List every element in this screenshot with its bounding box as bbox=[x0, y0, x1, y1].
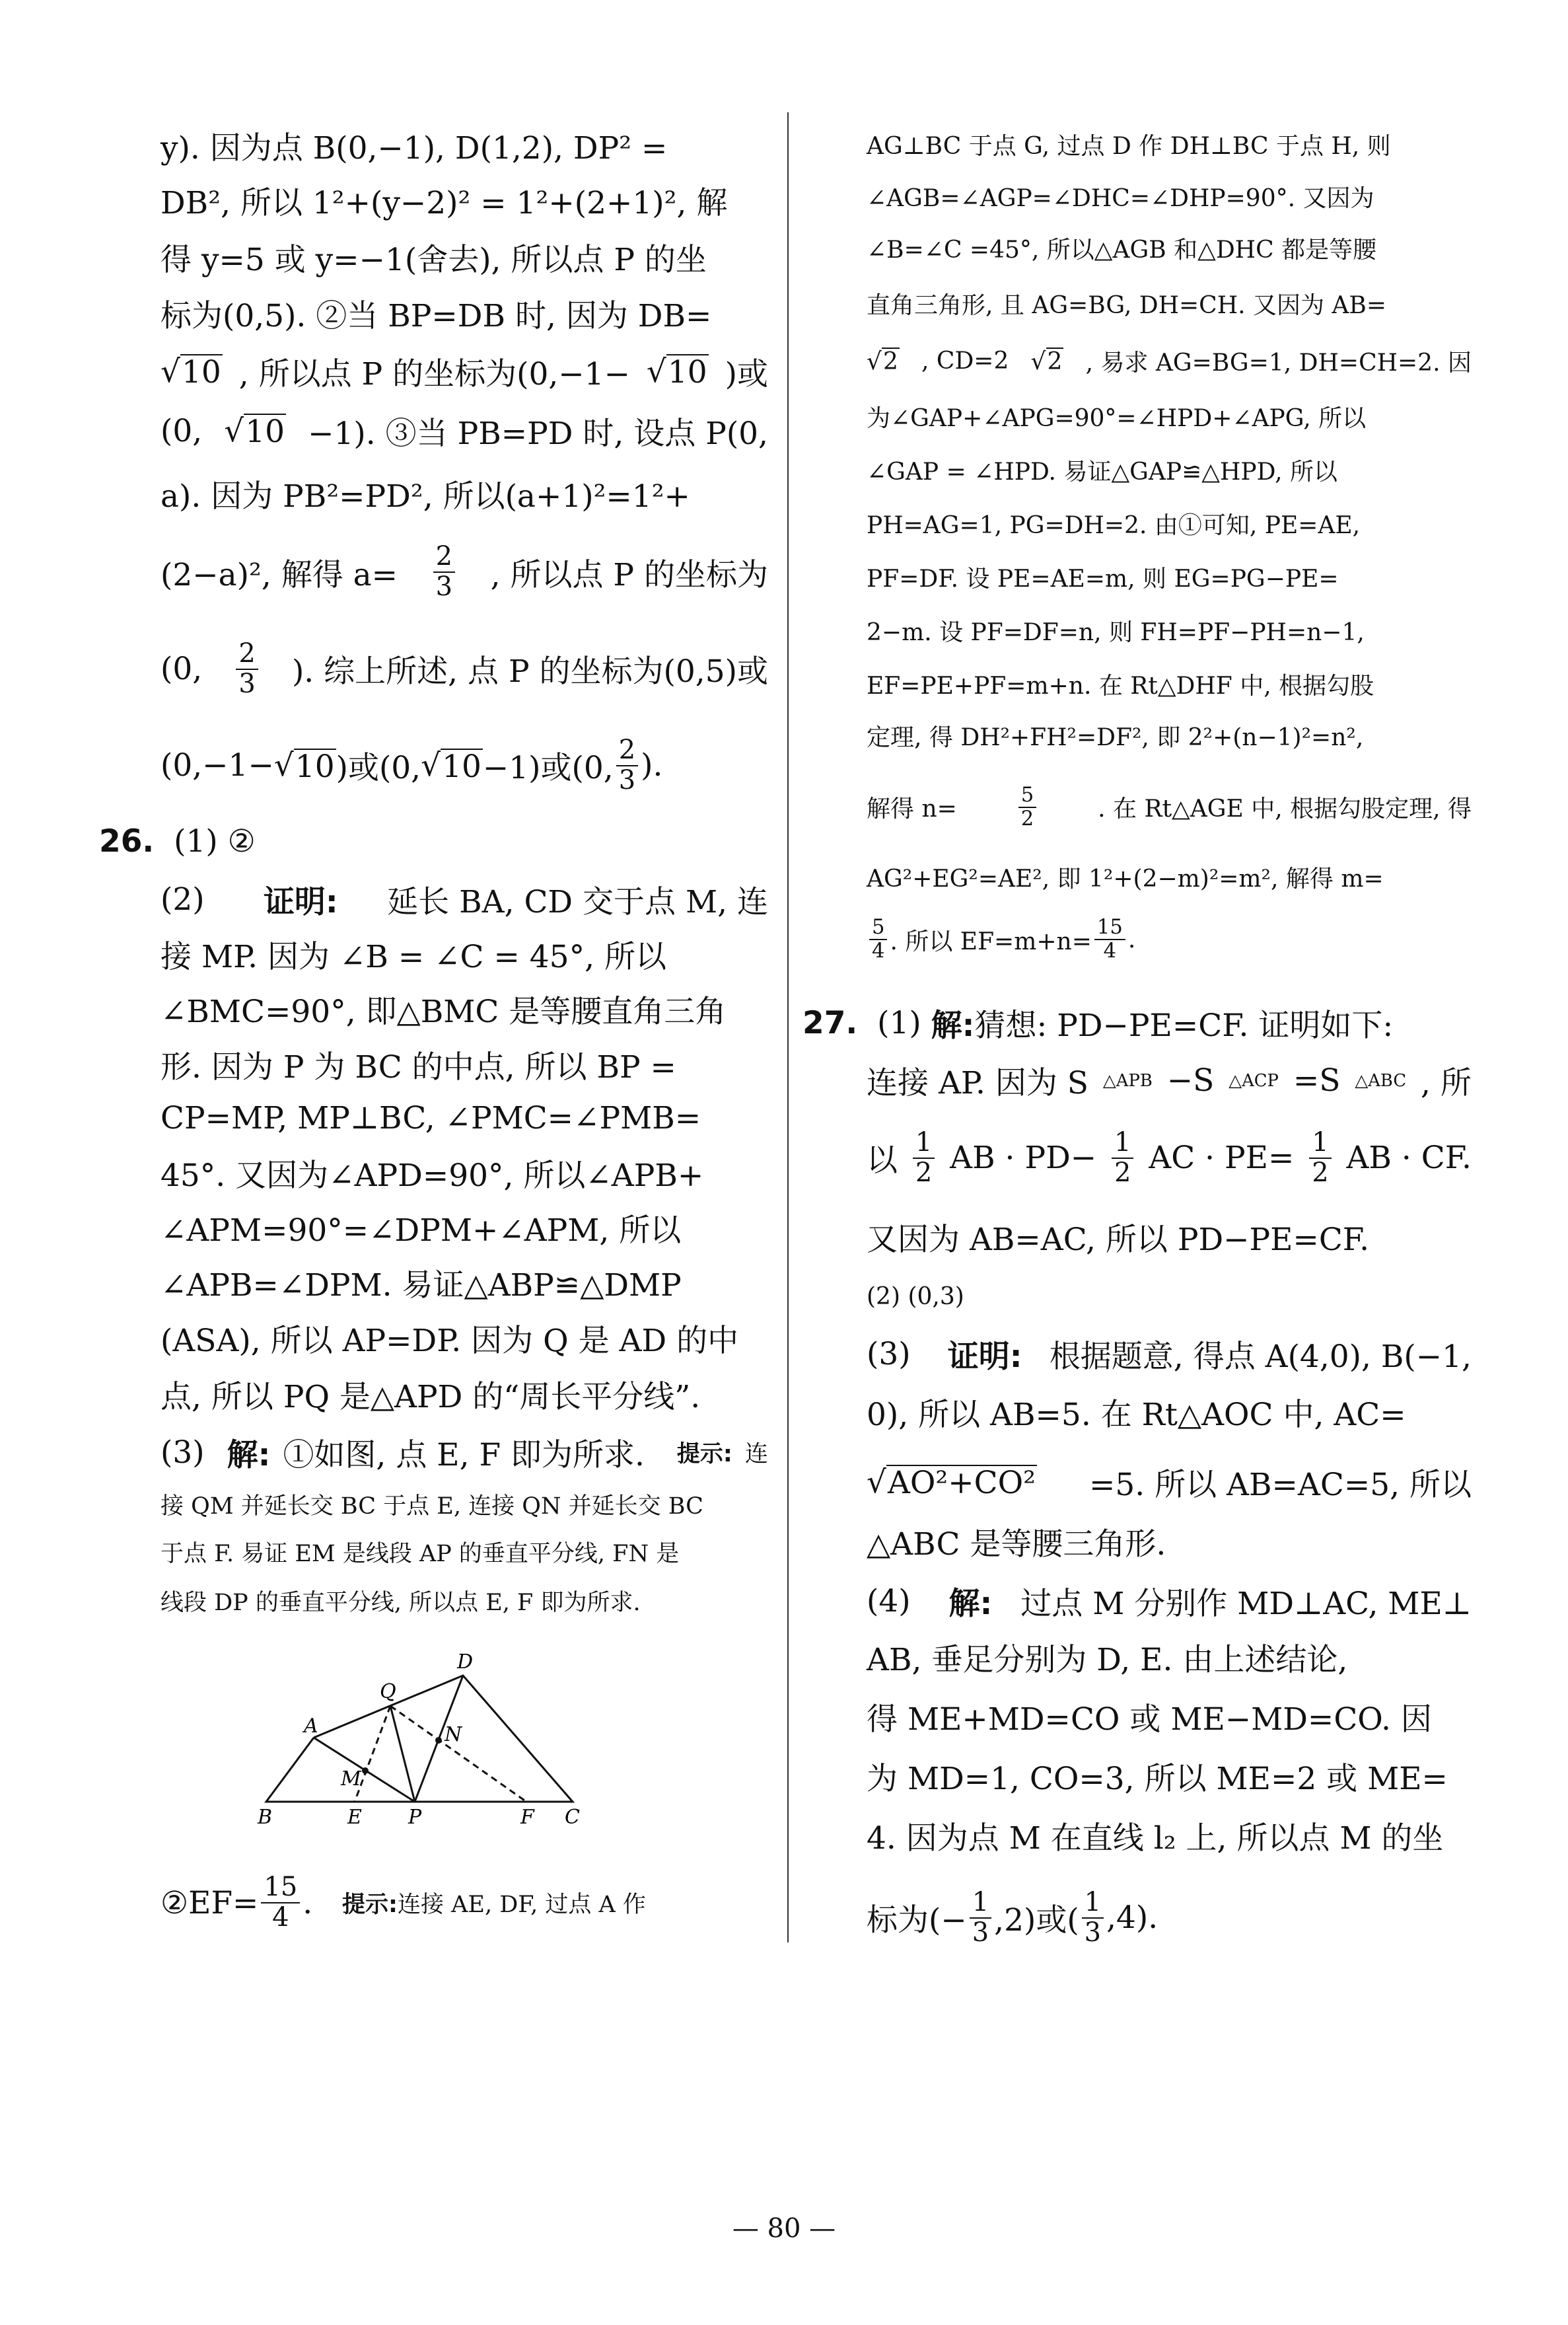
square-root bbox=[274, 747, 336, 784]
denominator: 4 bbox=[272, 1902, 289, 1933]
numerator: 15 bbox=[261, 1873, 300, 1903]
numerator: 5 bbox=[869, 916, 887, 940]
text-run: 2−m. 设 PF=DF=n, 则 FH=PF−PH=n−1, bbox=[867, 618, 1365, 646]
page-number: — 80 — bbox=[732, 2213, 836, 2244]
text-run: PH=AG=1, PG=DH=2. 由①可知, PE=AE, bbox=[867, 511, 1361, 539]
numerator: 2 bbox=[616, 736, 638, 766]
text-run: , 易求 AG=BG=1, DH=CH=2. 因 bbox=[1085, 350, 1472, 377]
text-run: . bbox=[1127, 926, 1136, 953]
text-run: 点, 所以 PQ 是△APD 的“周长平分线”. bbox=[160, 1379, 701, 1415]
text-run: 直角三角形, 且 AG=BG, DH=CH. 又因为 AB= bbox=[867, 291, 1387, 319]
text-run: ). bbox=[641, 747, 663, 784]
right-text-line bbox=[867, 279, 1472, 327]
left-text-line bbox=[160, 287, 768, 340]
denominator: 2 bbox=[1312, 1157, 1329, 1188]
text-run: )或 bbox=[725, 356, 768, 392]
denominator: 4 bbox=[1103, 940, 1117, 963]
bold-label: 26. bbox=[99, 823, 155, 860]
right-text-line bbox=[867, 1054, 1472, 1107]
right-text-line bbox=[867, 854, 1472, 901]
right-text-line bbox=[867, 172, 1472, 220]
text-run: (ASA), 所以 AP=DP. 因为 Q 是 AD 的中 bbox=[160, 1322, 739, 1359]
fraction bbox=[1082, 1888, 1104, 1948]
text-run: −1)或(0, bbox=[482, 750, 614, 787]
left-text-line bbox=[160, 1202, 768, 1255]
radicand: 10 bbox=[667, 354, 707, 391]
text-run: (0,−1− bbox=[160, 747, 274, 784]
subscript: △APB bbox=[1102, 1070, 1153, 1091]
right-text-line bbox=[867, 1126, 1472, 1188]
label-Q: Q bbox=[380, 1680, 396, 1703]
right-text-line bbox=[867, 1886, 1472, 1948]
text-run: AG²+EG²=AE², 即 1²+(2−m)²=m², 解得 m= bbox=[867, 866, 1384, 893]
text-run: 标为(0,5). ②当 BP=DB 时, 因为 DB= bbox=[160, 298, 712, 335]
text-run: 接 MP. 因为 ∠B = ∠C = 45°, 所以 bbox=[160, 939, 666, 975]
right-text-line bbox=[867, 1386, 1472, 1439]
right-text-line bbox=[867, 916, 1472, 963]
label-F: F bbox=[520, 1806, 534, 1829]
text-run: (2−a)², 解得 a= bbox=[160, 556, 398, 593]
text-run: −S bbox=[1166, 1062, 1215, 1099]
label-B: B bbox=[258, 1806, 273, 1829]
bold-label: 证明: bbox=[947, 1339, 1022, 1376]
text-run: , CD=2 bbox=[921, 348, 1009, 375]
label-N: N bbox=[445, 1723, 462, 1746]
left-text-line bbox=[160, 1311, 768, 1364]
hint-text: 连 bbox=[744, 1441, 768, 1468]
left-text-line bbox=[160, 174, 768, 227]
denominator: 2 bbox=[1114, 1157, 1131, 1188]
label-C: C bbox=[565, 1806, 580, 1829]
left-text-line bbox=[160, 928, 768, 981]
text-run: 猜想: PD−PE=CF. 证明如下: bbox=[974, 1007, 1394, 1044]
text-run: , 所 bbox=[1421, 1065, 1472, 1102]
left-text-line bbox=[160, 1038, 768, 1091]
text-run: 又因为 AB=AC, 所以 PD−PE=CF. bbox=[867, 1221, 1370, 1258]
label-M: M bbox=[341, 1767, 361, 1790]
numerator: 15 bbox=[1094, 916, 1125, 940]
text-run: AC · PE= bbox=[1149, 1140, 1295, 1177]
point-M bbox=[362, 1767, 369, 1774]
text-run: =S bbox=[1293, 1062, 1341, 1099]
text-run: △ABC 是等腰三角形. bbox=[867, 1526, 1166, 1563]
text-run: 延长 BA, CD 交于点 M, 连 bbox=[387, 883, 768, 920]
text-run: ∠APB=∠DPM. 易证△ABP≌△DMP bbox=[160, 1267, 682, 1304]
text-run: (3) bbox=[160, 1434, 215, 1471]
fraction bbox=[1018, 784, 1036, 830]
text-run: )或(0, bbox=[336, 750, 421, 787]
left-text-line bbox=[160, 1368, 768, 1421]
right-text-line bbox=[867, 392, 1472, 440]
text-run: ②EF= bbox=[160, 1884, 259, 1921]
denominator: 3 bbox=[1084, 1917, 1102, 1948]
bold-label: 证明: bbox=[263, 883, 338, 920]
right-text-line bbox=[867, 120, 1472, 168]
right-text-line bbox=[867, 1574, 1472, 1627]
label-A: A bbox=[304, 1715, 318, 1738]
text-run: (0, bbox=[160, 651, 203, 687]
text-run: (0, bbox=[160, 413, 203, 449]
fraction bbox=[1309, 1128, 1331, 1188]
numerator: 1 bbox=[1309, 1128, 1331, 1159]
denominator: 4 bbox=[872, 940, 885, 963]
square-root bbox=[867, 348, 900, 375]
text-run: EF=PE+PF=m+n. 在 Rt△DHF 中, 根据勾股 bbox=[867, 672, 1374, 700]
label-E: E bbox=[347, 1806, 362, 1829]
text-run: 为∠GAP+∠APG=90°=∠HPD+∠APG, 所以 bbox=[867, 404, 1367, 432]
right-text-line bbox=[867, 446, 1472, 494]
square-root bbox=[1031, 348, 1064, 375]
left-text-line bbox=[160, 346, 768, 398]
radicand: AO²+CO² bbox=[887, 1465, 1036, 1502]
radicand: 10 bbox=[295, 748, 335, 785]
text-run: 4. 因为点 M 在直线 l₂ 上, 所以点 M 的坐 bbox=[867, 1820, 1444, 1857]
right-text-line bbox=[867, 1456, 1472, 1508]
left-text-line bbox=[160, 983, 768, 1036]
geometry-diagram bbox=[251, 1632, 687, 1843]
bold-label: 解: bbox=[227, 1436, 271, 1473]
subscript: △ABC bbox=[1355, 1070, 1407, 1091]
bold-label: 解: bbox=[948, 1585, 993, 1622]
label-P: P bbox=[408, 1806, 422, 1829]
fraction bbox=[970, 1888, 991, 1948]
radicand: 10 bbox=[442, 748, 481, 785]
right-text-line bbox=[867, 660, 1472, 708]
text-run: 45°. 又因为∠APD=90°, 所以∠APB+ bbox=[160, 1157, 704, 1194]
text-run: ∠APM=90°=∠DPM+∠APM, 所以 bbox=[160, 1212, 682, 1249]
numerator: 1 bbox=[1082, 1888, 1104, 1919]
left-text-line bbox=[160, 1481, 768, 1528]
fraction bbox=[433, 542, 455, 602]
text-run: a). 因为 PB²=PD², 所以(a+1)²=1²+ bbox=[160, 478, 690, 515]
numerator: 5 bbox=[1018, 784, 1036, 808]
right-text-line bbox=[867, 1273, 1472, 1320]
right-text-line bbox=[867, 607, 1472, 654]
numerator: 1 bbox=[970, 1888, 991, 1919]
square-root bbox=[421, 747, 483, 784]
right-text-line bbox=[867, 712, 1472, 760]
text-run: 解得 n= bbox=[867, 795, 957, 823]
left-text-line bbox=[160, 1872, 768, 1933]
right-text-line bbox=[867, 1810, 1472, 1863]
radical-sign-icon: √ bbox=[867, 1463, 886, 1500]
text-run: 过点 M 分别作 MD⊥AC, ME⊥ bbox=[1020, 1585, 1472, 1622]
left-text-line bbox=[160, 873, 768, 926]
fraction bbox=[616, 736, 638, 795]
fraction bbox=[1094, 916, 1125, 962]
text-run: , 所以点 P 的坐标为(0,−1− bbox=[238, 356, 630, 392]
left-text-line bbox=[160, 467, 768, 520]
text-run: ∠BMC=90°, 即△BMC 是等腰直角三角 bbox=[160, 994, 727, 1031]
left-text-line bbox=[160, 1426, 768, 1479]
hint-text: 于点 F. 易证 EM 是线段 AP 的垂直平分线, FN 是 bbox=[160, 1541, 680, 1567]
text-run: (2) (0,3) bbox=[867, 1282, 964, 1310]
right-text-line bbox=[867, 338, 1472, 385]
text-run: AB, 垂足分别为 D, E. 由上述结论, bbox=[867, 1642, 1348, 1679]
square-root bbox=[867, 1464, 1037, 1500]
fraction bbox=[913, 1128, 935, 1188]
text-run: ①如图, 点 E, F 即为所求. bbox=[283, 1436, 664, 1473]
radicand: 2 bbox=[882, 348, 898, 375]
left-text-line bbox=[160, 638, 768, 699]
text-run: . 在 Rt△AGE 中, 根据勾股定理, 得 bbox=[1098, 795, 1472, 823]
point-N bbox=[435, 1737, 442, 1744]
text-run: (1) bbox=[857, 1004, 931, 1041]
quadrilateral-outline bbox=[266, 1676, 573, 1802]
denominator: 3 bbox=[618, 764, 636, 795]
text-run: (4) bbox=[867, 1582, 921, 1619]
column-divider bbox=[787, 112, 789, 1942]
radicand: 10 bbox=[245, 414, 285, 451]
left-text-line bbox=[160, 405, 768, 458]
text-run: 以 bbox=[867, 1142, 898, 1179]
square-root bbox=[224, 413, 286, 449]
radical-sign-icon: √ bbox=[160, 353, 180, 390]
radical-sign-icon: √ bbox=[421, 747, 441, 784]
denominator: 2 bbox=[1020, 807, 1034, 830]
left-text-line bbox=[160, 1528, 768, 1576]
radical-sign-icon: √ bbox=[1030, 348, 1046, 375]
text-run: (1) ② bbox=[154, 823, 256, 860]
numerator: 1 bbox=[1112, 1128, 1133, 1159]
text-run: −1). ③当 PB=PD 时, 设点 P(0, bbox=[308, 416, 768, 452]
square-root bbox=[160, 353, 223, 390]
text-run: ∠B=∠C =45°, 所以△AGB 和△DHC 都是等腰 bbox=[867, 237, 1377, 264]
denominator: 2 bbox=[915, 1157, 933, 1188]
radicand: 10 bbox=[181, 354, 221, 391]
right-text-line bbox=[867, 1210, 1472, 1263]
text-run: 为 MD=1, CO=3, 所以 ME=2 或 ME= bbox=[867, 1761, 1448, 1798]
fraction bbox=[1112, 1128, 1133, 1188]
text-run: 定理, 得 DH²+FH²=DF², 即 2²+(n−1)²=n², bbox=[867, 724, 1364, 752]
text-run: CP=MP, MP⊥BC, ∠PMC=∠PMB= bbox=[160, 1099, 701, 1136]
radical-sign-icon: √ bbox=[867, 348, 882, 375]
text-run: PF=DF. 设 PE=AE=m, 则 EG=PG−PE= bbox=[867, 565, 1339, 593]
hint-text: 线段 DP 的垂直平分线, 所以点 E, F 即为所求. bbox=[160, 1590, 641, 1617]
radical-sign-icon: √ bbox=[273, 747, 294, 784]
text-run: . bbox=[303, 1884, 343, 1921]
text-run: . 所以 EF=m+n= bbox=[890, 928, 1092, 955]
text-run: y). 因为点 B(0,−1), D(1,2), DP² = bbox=[160, 130, 668, 166]
fraction bbox=[261, 1873, 300, 1933]
square-root bbox=[647, 353, 709, 390]
text-run: 得 ME+MD=CO 或 ME−MD=CO. 因 bbox=[867, 1701, 1432, 1738]
text-run: ). 综上所述, 点 P 的坐标为(0,5)或 bbox=[291, 653, 768, 690]
bold-label: 解: bbox=[931, 1007, 975, 1044]
text-run: 标为(− bbox=[867, 1902, 967, 1938]
right-text-line bbox=[867, 499, 1472, 547]
subscript: △ACP bbox=[1229, 1070, 1279, 1091]
bold-label: 提示: bbox=[342, 1892, 398, 1918]
right-text-line bbox=[867, 1691, 1472, 1744]
left-text-line bbox=[160, 1146, 768, 1199]
right-text-line bbox=[802, 996, 1472, 1049]
radical-sign-icon: √ bbox=[646, 353, 666, 390]
bold-label: 27. bbox=[802, 1004, 858, 1041]
right-text-line bbox=[867, 1328, 1472, 1381]
text-run: 0), 所以 AB=5. 在 Rt△AOC 中, AC= bbox=[867, 1397, 1406, 1433]
text-run: AB · PD− bbox=[950, 1140, 1097, 1177]
left-text-line bbox=[160, 120, 768, 172]
numerator: 1 bbox=[913, 1128, 935, 1159]
left-text-line bbox=[160, 1091, 768, 1144]
hint-text: 接 QM 并延长交 BC 于点 E, 连接 QN 并延长交 BC bbox=[160, 1493, 703, 1520]
text-run: AG⊥BC 于点 G, 过点 D 作 DH⊥BC 于点 H, 则 bbox=[867, 132, 1391, 160]
right-text-line bbox=[867, 225, 1472, 272]
denominator: 3 bbox=[238, 668, 256, 699]
bold-label: 提示: bbox=[676, 1441, 732, 1468]
text-run: AB · CF. bbox=[1346, 1140, 1472, 1177]
denominator: 3 bbox=[972, 1917, 989, 1948]
right-text-line bbox=[867, 784, 1472, 831]
left-text-line bbox=[160, 231, 768, 283]
text-run: ,2)或( bbox=[994, 1902, 1079, 1938]
left-text-line bbox=[160, 541, 768, 603]
fraction bbox=[869, 916, 887, 962]
left-text-line bbox=[160, 1577, 768, 1625]
denominator: 3 bbox=[435, 572, 453, 603]
fraction bbox=[236, 640, 258, 699]
text-run: , 所以点 P 的坐标为 bbox=[490, 556, 768, 593]
left-text-line bbox=[99, 815, 768, 868]
numerator: 2 bbox=[236, 640, 258, 670]
label-D: D bbox=[457, 1650, 474, 1674]
text-run: ∠AGB=∠AGP=∠DHC=∠DHP=90°. 又因为 bbox=[867, 184, 1374, 212]
text-run: 得 y=5 或 y=−1(舍去), 所以点 P 的坐 bbox=[160, 241, 707, 278]
hint-text: 连接 AE, DF, 过点 A 作 bbox=[398, 1892, 646, 1918]
right-text-line bbox=[867, 1631, 1472, 1684]
right-text-line bbox=[867, 1750, 1472, 1803]
radicand: 2 bbox=[1047, 348, 1063, 375]
text-run: DB², 所以 1²+(y−2)² = 1²+(2+1)², 解 bbox=[160, 185, 728, 222]
text-run: (2) bbox=[160, 881, 215, 918]
text-run: =5. 所以 AB=AC=5, 所以 bbox=[1088, 1466, 1472, 1503]
numerator: 2 bbox=[433, 542, 455, 573]
text-run: 形. 因为 P 为 BC 的中点, 所以 BP = bbox=[160, 1049, 676, 1086]
left-text-line bbox=[160, 1257, 768, 1310]
text-run: 根据题意, 得点 A(4,0), B(−1, bbox=[1049, 1339, 1472, 1376]
left-text-line bbox=[160, 734, 768, 795]
text-run: 连接 AP. 因为 S bbox=[867, 1065, 1088, 1102]
text-run: ∠GAP = ∠HPD. 易证△GAP≌△HPD, 所以 bbox=[867, 458, 1338, 486]
right-text-line bbox=[867, 1515, 1472, 1568]
text-run: (3) bbox=[867, 1336, 921, 1373]
text-run: ,4). bbox=[1106, 1900, 1158, 1936]
radical-sign-icon: √ bbox=[224, 413, 244, 449]
right-text-line bbox=[867, 553, 1472, 601]
